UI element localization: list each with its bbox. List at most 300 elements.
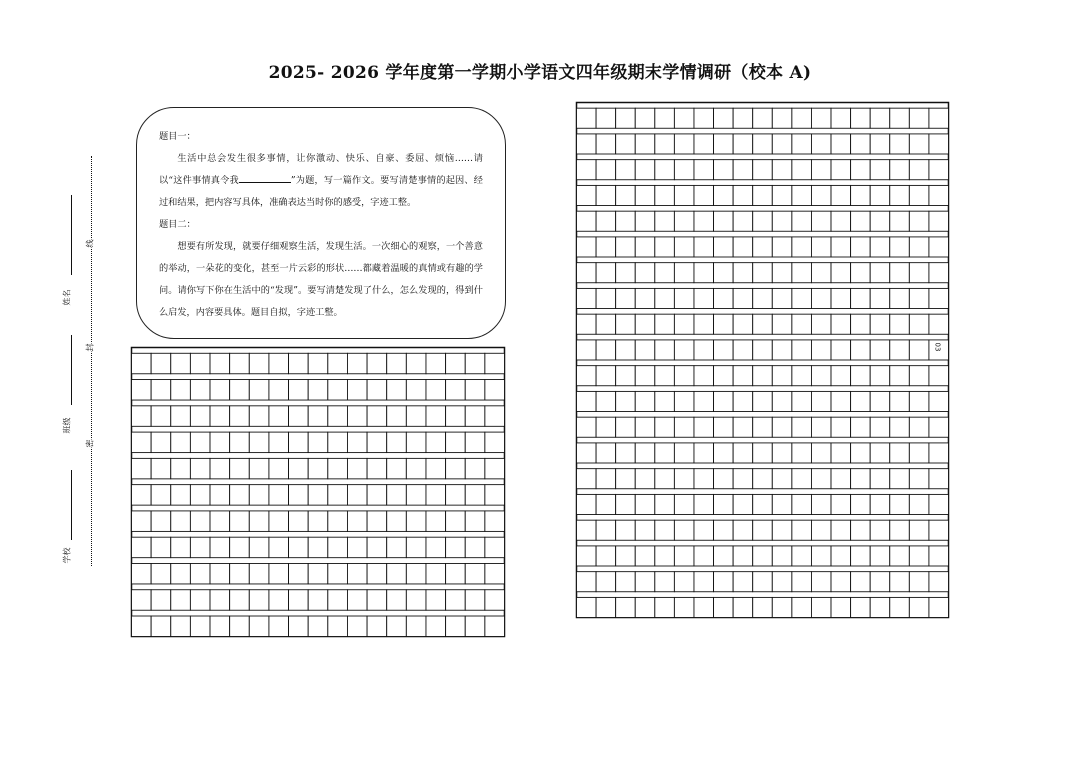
right-grid-cell[interactable] bbox=[694, 340, 714, 360]
right-grid-cell[interactable] bbox=[577, 237, 597, 257]
left-grid-cell[interactable] bbox=[289, 380, 309, 400]
right-grid-cell[interactable] bbox=[811, 185, 831, 205]
right-grid-cell[interactable] bbox=[616, 572, 636, 592]
right-grid-cell[interactable] bbox=[753, 314, 773, 334]
right-grid-cell[interactable] bbox=[870, 314, 890, 334]
right-grid-cell[interactable] bbox=[909, 237, 929, 257]
right-grid-cell[interactable] bbox=[851, 263, 871, 283]
right-grid-cell[interactable] bbox=[733, 469, 753, 489]
right-grid-cell[interactable] bbox=[772, 366, 792, 386]
right-grid-cell[interactable] bbox=[694, 237, 714, 257]
right-grid-cell[interactable] bbox=[616, 494, 636, 514]
right-grid-cell[interactable] bbox=[616, 597, 636, 617]
right-grid-cell[interactable] bbox=[851, 546, 871, 566]
right-grid-cell[interactable] bbox=[870, 443, 890, 463]
right-grid-cell[interactable] bbox=[890, 366, 910, 386]
right-grid-cell[interactable] bbox=[694, 314, 714, 334]
left-grid-row[interactable] bbox=[132, 537, 505, 557]
right-grid-cell[interactable] bbox=[596, 134, 616, 154]
right-grid-cell[interactable] bbox=[655, 340, 675, 360]
right-grid-cell[interactable] bbox=[694, 520, 714, 540]
right-grid-cell[interactable] bbox=[733, 520, 753, 540]
left-grid-cell[interactable] bbox=[485, 458, 505, 478]
right-grid-cell[interactable] bbox=[596, 572, 616, 592]
right-grid-cell[interactable] bbox=[596, 263, 616, 283]
left-grid-cell[interactable] bbox=[347, 537, 367, 557]
left-grid-cell[interactable] bbox=[132, 380, 152, 400]
left-grid-cell[interactable] bbox=[190, 563, 210, 583]
right-grid-cell[interactable] bbox=[753, 366, 773, 386]
left-grid-cell[interactable] bbox=[289, 353, 309, 373]
right-grid-cell[interactable] bbox=[733, 417, 753, 437]
right-grid-cell[interactable] bbox=[596, 469, 616, 489]
right-grid-row[interactable] bbox=[577, 237, 949, 257]
left-grid-cell[interactable] bbox=[465, 406, 485, 426]
right-grid-cell[interactable] bbox=[831, 340, 851, 360]
right-grid-cell[interactable] bbox=[753, 211, 773, 231]
right-grid-cell[interactable] bbox=[714, 366, 734, 386]
right-grid-cell[interactable] bbox=[890, 314, 910, 334]
left-grid-cell[interactable] bbox=[289, 537, 309, 557]
left-grid-cell[interactable] bbox=[426, 537, 446, 557]
right-grid-cell[interactable] bbox=[674, 211, 694, 231]
right-grid-cell[interactable] bbox=[714, 237, 734, 257]
right-grid-cell[interactable] bbox=[929, 572, 949, 592]
right-grid-cell[interactable] bbox=[694, 108, 714, 128]
left-grid-cell[interactable] bbox=[426, 563, 446, 583]
right-grid-cell[interactable] bbox=[655, 160, 675, 180]
right-grid-cell[interactable] bbox=[851, 160, 871, 180]
left-grid-row[interactable] bbox=[132, 353, 505, 373]
right-grid-cell[interactable] bbox=[674, 469, 694, 489]
right-grid-cell[interactable] bbox=[870, 237, 890, 257]
left-grid-cell[interactable] bbox=[190, 537, 210, 557]
right-grid-cell[interactable] bbox=[733, 288, 753, 308]
left-grid-cell[interactable] bbox=[249, 353, 269, 373]
left-grid-cell[interactable] bbox=[367, 616, 387, 636]
left-grid-cell[interactable] bbox=[347, 563, 367, 583]
left-grid-cell[interactable] bbox=[446, 406, 466, 426]
left-grid-cell[interactable] bbox=[446, 485, 466, 505]
right-grid-cell[interactable] bbox=[616, 546, 636, 566]
right-grid-cell[interactable] bbox=[596, 211, 616, 231]
right-grid-cell[interactable] bbox=[577, 417, 597, 437]
right-grid-cell[interactable] bbox=[577, 185, 597, 205]
left-grid-cell[interactable] bbox=[132, 616, 152, 636]
right-grid-cell[interactable] bbox=[635, 340, 655, 360]
right-grid-cell[interactable] bbox=[753, 263, 773, 283]
right-grid-cell[interactable] bbox=[577, 340, 597, 360]
left-grid-cell[interactable] bbox=[269, 432, 289, 452]
right-grid-cell[interactable] bbox=[655, 546, 675, 566]
left-grid-cell[interactable] bbox=[210, 380, 230, 400]
left-grid-cell[interactable] bbox=[151, 616, 171, 636]
left-grid-cell[interactable] bbox=[426, 353, 446, 373]
right-grid-cell[interactable] bbox=[811, 160, 831, 180]
left-grid-cell[interactable] bbox=[269, 511, 289, 531]
right-grid-cell[interactable] bbox=[694, 443, 714, 463]
right-grid-cell[interactable] bbox=[890, 211, 910, 231]
right-grid-cell[interactable] bbox=[714, 211, 734, 231]
right-grid-cell[interactable] bbox=[811, 494, 831, 514]
right-grid-cell[interactable] bbox=[674, 237, 694, 257]
left-grid-cell[interactable] bbox=[230, 537, 250, 557]
left-grid-row[interactable] bbox=[132, 590, 505, 610]
right-grid-cell[interactable] bbox=[909, 340, 929, 360]
right-grid-cell[interactable] bbox=[635, 546, 655, 566]
left-grid-cell[interactable] bbox=[465, 616, 485, 636]
left-grid-cell[interactable] bbox=[328, 590, 348, 610]
left-grid-cell[interactable] bbox=[387, 616, 407, 636]
right-grid-cell[interactable] bbox=[890, 237, 910, 257]
right-grid-cell[interactable] bbox=[655, 572, 675, 592]
left-grid-cell[interactable] bbox=[210, 458, 230, 478]
right-grid-cell[interactable] bbox=[577, 288, 597, 308]
right-grid-cell[interactable] bbox=[635, 572, 655, 592]
right-grid-cell[interactable] bbox=[577, 108, 597, 128]
right-grid-cell[interactable] bbox=[655, 134, 675, 154]
left-grid-row[interactable] bbox=[132, 458, 505, 478]
right-grid-cell[interactable] bbox=[733, 211, 753, 231]
right-grid-cell[interactable] bbox=[772, 340, 792, 360]
left-grid-cell[interactable] bbox=[485, 406, 505, 426]
right-grid-cell[interactable] bbox=[635, 494, 655, 514]
right-grid-cell[interactable] bbox=[694, 211, 714, 231]
right-grid-cell[interactable] bbox=[596, 391, 616, 411]
right-grid-cell[interactable] bbox=[831, 546, 851, 566]
left-grid-cell[interactable] bbox=[406, 511, 426, 531]
left-grid-cell[interactable] bbox=[485, 537, 505, 557]
right-grid-cell[interactable] bbox=[674, 572, 694, 592]
right-grid-cell[interactable] bbox=[655, 288, 675, 308]
right-grid-cell[interactable] bbox=[772, 572, 792, 592]
right-grid-cell[interactable] bbox=[890, 572, 910, 592]
right-grid-cell[interactable] bbox=[714, 263, 734, 283]
left-grid-cell[interactable] bbox=[249, 511, 269, 531]
right-grid-cell[interactable] bbox=[792, 134, 812, 154]
left-grid-cell[interactable] bbox=[210, 432, 230, 452]
left-grid-cell[interactable] bbox=[406, 590, 426, 610]
right-grid-cell[interactable] bbox=[831, 391, 851, 411]
right-grid-cell[interactable] bbox=[577, 443, 597, 463]
right-grid-cell[interactable] bbox=[890, 288, 910, 308]
left-grid-cell[interactable] bbox=[367, 511, 387, 531]
left-grid-cell[interactable] bbox=[269, 353, 289, 373]
right-grid-cell[interactable] bbox=[694, 391, 714, 411]
right-grid-cell[interactable] bbox=[929, 211, 949, 231]
right-grid-cell[interactable] bbox=[831, 211, 851, 231]
right-grid-cell[interactable] bbox=[851, 108, 871, 128]
right-grid-cell[interactable] bbox=[635, 237, 655, 257]
left-grid-cell[interactable] bbox=[328, 563, 348, 583]
left-grid-cell[interactable] bbox=[269, 616, 289, 636]
right-grid-cell[interactable] bbox=[694, 185, 714, 205]
left-grid-cell[interactable] bbox=[485, 563, 505, 583]
left-grid-cell[interactable] bbox=[289, 616, 309, 636]
left-grid-cell[interactable] bbox=[367, 432, 387, 452]
right-grid-cell[interactable] bbox=[733, 185, 753, 205]
right-grid-cell[interactable] bbox=[635, 211, 655, 231]
left-grid-cell[interactable] bbox=[406, 563, 426, 583]
right-grid-cell[interactable] bbox=[929, 263, 949, 283]
right-grid-cell[interactable] bbox=[694, 160, 714, 180]
right-grid-cell[interactable] bbox=[772, 108, 792, 128]
right-grid-cell[interactable] bbox=[929, 520, 949, 540]
right-grid-cell[interactable] bbox=[772, 391, 792, 411]
right-grid-cell[interactable] bbox=[674, 391, 694, 411]
right-grid-cell[interactable] bbox=[714, 391, 734, 411]
left-grid-cell[interactable] bbox=[347, 458, 367, 478]
right-grid-cell[interactable] bbox=[929, 108, 949, 128]
left-grid-cell[interactable] bbox=[249, 432, 269, 452]
left-grid-row[interactable] bbox=[132, 616, 505, 636]
right-grid-cell[interactable] bbox=[929, 160, 949, 180]
right-grid-cell[interactable] bbox=[811, 263, 831, 283]
left-grid-cell[interactable] bbox=[210, 485, 230, 505]
left-grid-cell[interactable] bbox=[328, 353, 348, 373]
left-grid-cell[interactable] bbox=[328, 432, 348, 452]
left-grid-cell[interactable] bbox=[328, 380, 348, 400]
right-grid-cell[interactable] bbox=[577, 546, 597, 566]
left-grid-cell[interactable] bbox=[132, 432, 152, 452]
right-grid-cell[interactable] bbox=[577, 520, 597, 540]
right-grid-cell[interactable] bbox=[577, 263, 597, 283]
right-grid-cell[interactable] bbox=[831, 572, 851, 592]
right-grid-cell[interactable] bbox=[616, 185, 636, 205]
left-grid-cell[interactable] bbox=[151, 511, 171, 531]
right-grid-row[interactable] bbox=[577, 494, 949, 514]
right-grid-cell[interactable] bbox=[674, 546, 694, 566]
right-grid-cell[interactable] bbox=[596, 288, 616, 308]
right-grid-cell[interactable] bbox=[616, 160, 636, 180]
right-grid-cell[interactable] bbox=[616, 469, 636, 489]
right-grid-cell[interactable] bbox=[811, 211, 831, 231]
right-grid-cell[interactable] bbox=[792, 443, 812, 463]
left-grid-cell[interactable] bbox=[426, 380, 446, 400]
right-grid-row[interactable] bbox=[577, 185, 949, 205]
right-grid-cell[interactable] bbox=[655, 597, 675, 617]
right-grid-cell[interactable] bbox=[890, 340, 910, 360]
right-grid-cell[interactable] bbox=[596, 417, 616, 437]
left-grid-cell[interactable] bbox=[308, 406, 328, 426]
left-grid-cell[interactable] bbox=[485, 590, 505, 610]
left-grid-cell[interactable] bbox=[308, 563, 328, 583]
right-grid-cell[interactable] bbox=[772, 160, 792, 180]
left-grid-cell[interactable] bbox=[347, 616, 367, 636]
right-grid-cell[interactable] bbox=[753, 108, 773, 128]
left-grid-cell[interactable] bbox=[328, 406, 348, 426]
right-grid-cell[interactable] bbox=[929, 494, 949, 514]
left-grid-cell[interactable] bbox=[446, 353, 466, 373]
left-grid-cell[interactable] bbox=[446, 511, 466, 531]
right-grid-cell[interactable] bbox=[635, 443, 655, 463]
right-grid-cell[interactable] bbox=[792, 494, 812, 514]
right-grid-cell[interactable] bbox=[635, 160, 655, 180]
right-grid-cell[interactable] bbox=[811, 520, 831, 540]
right-grid-cell[interactable] bbox=[596, 314, 616, 334]
right-grid-cell[interactable] bbox=[772, 469, 792, 489]
left-grid-cell[interactable] bbox=[387, 406, 407, 426]
left-grid-cell[interactable] bbox=[210, 590, 230, 610]
right-grid-cell[interactable] bbox=[792, 572, 812, 592]
left-grid-cell[interactable] bbox=[465, 563, 485, 583]
right-grid-cell[interactable] bbox=[909, 391, 929, 411]
right-grid-cell[interactable] bbox=[890, 263, 910, 283]
left-grid-cell[interactable] bbox=[367, 406, 387, 426]
right-grid-cell[interactable] bbox=[870, 340, 890, 360]
right-grid-cell[interactable] bbox=[596, 340, 616, 360]
right-grid-cell[interactable] bbox=[616, 520, 636, 540]
right-grid-cell[interactable] bbox=[831, 443, 851, 463]
left-grid-cell[interactable] bbox=[485, 380, 505, 400]
right-grid-row[interactable] bbox=[577, 108, 949, 128]
right-grid-cell[interactable] bbox=[811, 366, 831, 386]
left-grid-cell[interactable] bbox=[465, 458, 485, 478]
right-grid-cell[interactable] bbox=[792, 469, 812, 489]
right-grid-cell[interactable] bbox=[792, 366, 812, 386]
left-grid-cell[interactable] bbox=[230, 485, 250, 505]
left-grid-row[interactable] bbox=[132, 380, 505, 400]
right-grid-cell[interactable] bbox=[596, 597, 616, 617]
right-grid-cell[interactable] bbox=[909, 546, 929, 566]
right-grid-cell[interactable] bbox=[694, 469, 714, 489]
left-grid-cell[interactable] bbox=[406, 485, 426, 505]
right-grid-cell[interactable] bbox=[851, 340, 871, 360]
left-grid-cell[interactable] bbox=[446, 380, 466, 400]
right-grid-cell[interactable] bbox=[714, 417, 734, 437]
right-grid-cell[interactable] bbox=[733, 572, 753, 592]
left-grid-cell[interactable] bbox=[210, 616, 230, 636]
left-grid-cell[interactable] bbox=[406, 406, 426, 426]
left-grid-cell[interactable] bbox=[230, 616, 250, 636]
left-grid-cell[interactable] bbox=[249, 537, 269, 557]
right-grid-cell[interactable] bbox=[674, 160, 694, 180]
right-grid-cell[interactable] bbox=[831, 160, 851, 180]
right-grid-cell[interactable] bbox=[616, 211, 636, 231]
right-grid-cell[interactable] bbox=[577, 366, 597, 386]
left-grid-cell[interactable] bbox=[406, 432, 426, 452]
right-grid-cell[interactable] bbox=[890, 443, 910, 463]
right-grid-cell[interactable] bbox=[655, 211, 675, 231]
right-grid-cell[interactable] bbox=[694, 288, 714, 308]
right-grid-cell[interactable] bbox=[831, 108, 851, 128]
right-grid-cell[interactable] bbox=[870, 417, 890, 437]
right-grid-cell[interactable] bbox=[753, 546, 773, 566]
right-grid-cell[interactable] bbox=[616, 417, 636, 437]
right-grid-cell[interactable] bbox=[811, 417, 831, 437]
right-grid-cell[interactable] bbox=[870, 391, 890, 411]
left-grid-cell[interactable] bbox=[289, 563, 309, 583]
left-grid-cell[interactable] bbox=[190, 406, 210, 426]
left-grid-row[interactable] bbox=[132, 432, 505, 452]
right-grid-cell[interactable] bbox=[792, 160, 812, 180]
left-grid-cell[interactable] bbox=[230, 432, 250, 452]
right-grid-cell[interactable] bbox=[890, 134, 910, 154]
right-grid-cell[interactable] bbox=[890, 160, 910, 180]
right-grid-cell[interactable] bbox=[674, 108, 694, 128]
right-grid-cell[interactable] bbox=[851, 314, 871, 334]
right-grid-row[interactable] bbox=[577, 546, 949, 566]
right-grid-row[interactable] bbox=[577, 366, 949, 386]
left-grid-cell[interactable] bbox=[151, 353, 171, 373]
right-grid-cell[interactable] bbox=[831, 185, 851, 205]
left-grid-cell[interactable] bbox=[406, 537, 426, 557]
left-grid-cell[interactable] bbox=[308, 537, 328, 557]
right-grid-cell[interactable] bbox=[851, 391, 871, 411]
right-grid-row[interactable] bbox=[577, 314, 949, 334]
right-grid-cell[interactable] bbox=[909, 443, 929, 463]
right-grid-cell[interactable] bbox=[772, 134, 792, 154]
right-grid-cell[interactable] bbox=[596, 443, 616, 463]
left-grid-cell[interactable] bbox=[347, 432, 367, 452]
right-grid-cell[interactable] bbox=[655, 108, 675, 128]
right-grid-cell[interactable] bbox=[733, 108, 753, 128]
right-grid-cell[interactable] bbox=[851, 572, 871, 592]
right-grid-cell[interactable] bbox=[655, 185, 675, 205]
right-grid-row[interactable] bbox=[577, 160, 949, 180]
right-grid-row[interactable] bbox=[577, 597, 949, 617]
right-grid-cell[interactable] bbox=[694, 597, 714, 617]
right-grid-cell[interactable] bbox=[616, 134, 636, 154]
right-grid-cell[interactable] bbox=[909, 160, 929, 180]
right-grid-cell[interactable] bbox=[870, 263, 890, 283]
right-grid-cell[interactable] bbox=[753, 417, 773, 437]
right-grid-cell[interactable] bbox=[831, 288, 851, 308]
right-grid-cell[interactable] bbox=[909, 263, 929, 283]
right-grid-cell[interactable] bbox=[674, 520, 694, 540]
left-grid-cell[interactable] bbox=[190, 353, 210, 373]
right-grid-cell[interactable] bbox=[851, 520, 871, 540]
left-grid-cell[interactable] bbox=[387, 537, 407, 557]
right-grid-cell[interactable] bbox=[929, 597, 949, 617]
left-grid-cell[interactable] bbox=[132, 406, 152, 426]
right-grid-cell[interactable] bbox=[635, 469, 655, 489]
right-grid-cell[interactable] bbox=[890, 185, 910, 205]
left-grid-cell[interactable] bbox=[151, 590, 171, 610]
right-grid-cell[interactable] bbox=[655, 237, 675, 257]
left-grid-cell[interactable] bbox=[190, 485, 210, 505]
left-grid-cell[interactable] bbox=[347, 485, 367, 505]
right-grid-cell[interactable] bbox=[831, 597, 851, 617]
left-grid-row[interactable] bbox=[132, 563, 505, 583]
left-grid-cell[interactable] bbox=[328, 458, 348, 478]
right-grid-cell[interactable] bbox=[870, 288, 890, 308]
right-grid-cell[interactable] bbox=[831, 417, 851, 437]
right-grid-cell[interactable] bbox=[635, 366, 655, 386]
right-grid-cell[interactable] bbox=[890, 417, 910, 437]
right-grid-cell[interactable] bbox=[870, 160, 890, 180]
right-grid-cell[interactable] bbox=[596, 185, 616, 205]
right-grid-cell[interactable] bbox=[870, 211, 890, 231]
left-grid-cell[interactable] bbox=[151, 406, 171, 426]
right-grid-row[interactable] bbox=[577, 417, 949, 437]
right-grid-cell[interactable] bbox=[753, 237, 773, 257]
left-grid-cell[interactable] bbox=[210, 511, 230, 531]
right-grid-cell[interactable] bbox=[694, 134, 714, 154]
right-grid-cell[interactable] bbox=[870, 108, 890, 128]
right-grid-cell[interactable] bbox=[909, 288, 929, 308]
right-grid-cell[interactable] bbox=[674, 288, 694, 308]
left-grid-cell[interactable] bbox=[171, 511, 191, 531]
left-grid-cell[interactable] bbox=[485, 353, 505, 373]
left-grid-cell[interactable] bbox=[328, 485, 348, 505]
right-grid-cell[interactable] bbox=[577, 494, 597, 514]
right-grid-cell[interactable] bbox=[616, 288, 636, 308]
right-grid-cell[interactable] bbox=[772, 546, 792, 566]
left-grid-cell[interactable] bbox=[269, 563, 289, 583]
left-grid-cell[interactable] bbox=[151, 537, 171, 557]
right-grid-cell[interactable] bbox=[811, 108, 831, 128]
